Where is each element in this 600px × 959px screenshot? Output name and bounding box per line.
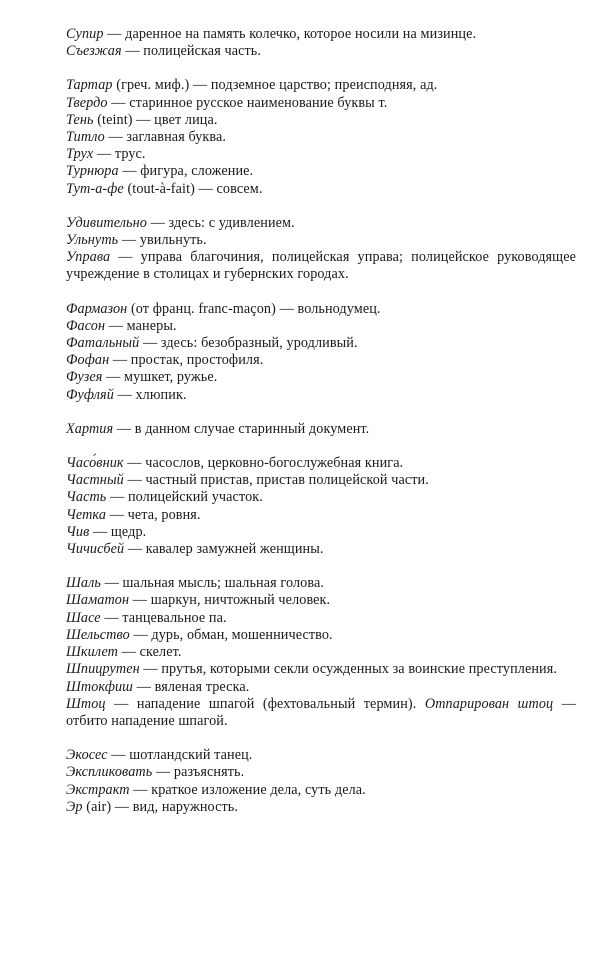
- group-spacer: [66, 730, 576, 747]
- entry-term: Тут-а-фе: [66, 180, 124, 197]
- glossary-entry: [66, 679, 576, 696]
- entry-definition: — часослов, церковно-богослужебная книга.: [123, 455, 404, 472]
- entry-term: Часо́вник: [66, 455, 124, 472]
- glossary-group-e: [66, 747, 576, 816]
- glossary-entry: [66, 335, 576, 352]
- entry-term: Супир: [66, 26, 104, 42]
- entry-term: Чичисбей: [66, 541, 125, 558]
- glossary-entry: [66, 352, 576, 369]
- entry-term: Тень: [66, 111, 94, 128]
- entry-definition: — шальная мысль; шальная голова.: [100, 575, 324, 592]
- entry-definition: (air) — вид, наружность.: [82, 798, 238, 815]
- glossary-entry: [66, 592, 576, 609]
- glossary-entry: [66, 387, 576, 404]
- entry-definition: — танцевальное па.: [100, 609, 227, 626]
- entry-definition: — полицейский участок.: [106, 489, 263, 506]
- glossary-entry: [66, 26, 576, 43]
- glossary-entry: [66, 95, 576, 112]
- glossary-entry: [66, 696, 576, 730]
- glossary-entry: [66, 43, 576, 60]
- glossary-entry: [66, 301, 576, 318]
- glossary-entry: [66, 541, 576, 558]
- entry-term: Управа: [66, 249, 111, 266]
- entry-term: Шаматон: [66, 592, 130, 609]
- glossary-group-t: [66, 77, 576, 197]
- entry-definition: — увильнуть.: [118, 232, 207, 249]
- group-spacer: [66, 198, 576, 215]
- glossary-entry: [66, 782, 576, 799]
- entry-term: Шасе: [66, 609, 101, 626]
- entry-term: Четка: [66, 506, 107, 523]
- glossary-entry: [66, 112, 576, 129]
- glossary-entry: [66, 610, 576, 627]
- glossary-entry: [66, 661, 576, 678]
- glossary-group-u: [66, 215, 576, 284]
- glossary-group-f: [66, 301, 576, 404]
- group-spacer: [66, 284, 576, 301]
- entry-definition: — чета, ровня.: [106, 506, 201, 523]
- glossary-entry: [66, 163, 576, 180]
- entry-definition: — скелет.: [118, 644, 182, 661]
- group-spacer: [66, 404, 576, 421]
- entry-term: Трух: [66, 146, 94, 163]
- entry-term: Фатальный: [66, 335, 140, 352]
- entry-definition: (греч. миф.) — подземное царство; преисподняя, ад.: [112, 77, 438, 94]
- group-spacer: [66, 60, 576, 77]
- glossary-entry: [66, 181, 576, 198]
- glossary-entry: [66, 249, 576, 283]
- glossary-group-kh: [66, 421, 576, 438]
- entry-definition: — прутья, которыми секли осужденных за воинские преступления.: [139, 661, 557, 678]
- entry-definition: — простак, простофиля.: [109, 352, 264, 369]
- entry-definition: — здесь: безобразный, уродливый.: [139, 335, 358, 352]
- entry-definition: — здесь: с удивлением.: [146, 214, 295, 231]
- entry-term: Шельство: [66, 626, 130, 643]
- entry-term: Эр: [66, 798, 83, 815]
- glossary-entry: [66, 489, 576, 506]
- entry-term: Часть: [66, 489, 107, 506]
- glossary-entry: [66, 644, 576, 661]
- entry-term: Шпицрутен: [66, 661, 140, 678]
- entry-definition: — мушкет, ружье.: [102, 369, 218, 386]
- entry-definition: — вяленая треска.: [133, 678, 250, 695]
- glossary-entry: [66, 318, 576, 335]
- glossary-entry: [66, 215, 576, 232]
- entry-term: Фузея: [66, 369, 103, 386]
- glossary-entry: [66, 455, 576, 472]
- entry-definition: — краткое изложение дела, суть дела.: [129, 781, 366, 798]
- entry-definition: — заглавная буква.: [104, 129, 227, 146]
- glossary-entry: [66, 524, 576, 541]
- glossary-entry: [66, 747, 576, 764]
- entry-term: Экспликовать: [66, 764, 153, 781]
- entry-definition: (от франц. franc-maçon) — вольнодумец.: [127, 300, 381, 317]
- entry-definition: — управа благочиния, полицейская управа; полицейское руководящее учреждение в столицах и губернских городах.: [66, 249, 576, 283]
- entry-definition: (tout-à-fait) — совсем.: [123, 180, 263, 197]
- entry-term: Фасон: [66, 317, 106, 334]
- entry-term: Ульнуть: [66, 232, 119, 249]
- entry-term: Съезжая: [66, 43, 122, 60]
- entry-term: Титло: [66, 129, 105, 146]
- group-spacer: [66, 558, 576, 575]
- entry-definition: — манеры.: [105, 317, 177, 334]
- glossary-entry: [66, 129, 576, 146]
- glossary-group-s: [66, 26, 576, 60]
- entry-definition: — хлюпик.: [113, 386, 187, 403]
- glossary-page: [66, 26, 576, 816]
- entry-definition: — щедр.: [89, 523, 147, 540]
- entry-term: Турнюра: [66, 163, 119, 180]
- entry-definition: — полицейская часть.: [121, 43, 262, 60]
- entry-term: Тартар: [66, 77, 113, 94]
- entry-term: Штокфиш: [66, 678, 133, 695]
- entry-definition: — нападение шпагой (фехтовальный термин).: [105, 695, 425, 712]
- glossary-entry: [66, 627, 576, 644]
- entry-definition: (teint) — цвет лица.: [93, 111, 218, 128]
- entry-term: Удивительно: [66, 214, 147, 231]
- glossary-entry: [66, 369, 576, 386]
- glossary-group-sh: [66, 575, 576, 730]
- entry-definition: — дурь, обман, мошенничество.: [129, 626, 333, 643]
- glossary-entry: [66, 421, 576, 438]
- entry-term: Штоц: [66, 695, 106, 712]
- entry-term: Частный: [66, 472, 124, 489]
- entry-definition: — старинное русское наименование буквы т.: [107, 94, 388, 111]
- entry-definition: — разъяснять.: [152, 764, 245, 781]
- entry-definition: — шаркун, ничтожный человек.: [129, 592, 331, 609]
- glossary-entry: [66, 77, 576, 94]
- entry-term: Шкилет: [66, 644, 119, 661]
- entry-term: Хартия: [66, 420, 114, 437]
- entry-term: Экстракт: [66, 781, 130, 798]
- entry-term: Фуфляй: [66, 386, 114, 403]
- entry-subterm: Отпарирован штоц: [424, 695, 554, 712]
- group-spacer: [66, 438, 576, 455]
- glossary-entry: [66, 472, 576, 489]
- entry-term: Фармазон: [66, 300, 128, 317]
- glossary-entry: [66, 507, 576, 524]
- entry-term: Чив: [66, 523, 90, 540]
- entry-definition: — шотландский танец.: [107, 747, 253, 764]
- glossary-entry: [66, 232, 576, 249]
- entry-subdefinition: — отбито нападение шпагой.: [66, 695, 576, 729]
- glossary-entry: [66, 146, 576, 163]
- entry-term: Шаль: [66, 575, 101, 592]
- glossary-entry: [66, 575, 576, 592]
- entry-definition: — трус.: [93, 146, 146, 163]
- entry-definition: — в данном случае старинный документ.: [113, 420, 370, 437]
- glossary-entry: [66, 764, 576, 781]
- entry-term: Твердо: [66, 94, 108, 111]
- entry-definition: — кавалер замужней женщины.: [124, 541, 324, 558]
- entry-term: Фофан: [66, 352, 110, 369]
- entry-definition: — даренное на память колечко, которое носили на мизинце.: [103, 26, 477, 42]
- entry-term: Экосес: [66, 747, 108, 764]
- entry-definition: — частный пристав, пристав полицейской части.: [123, 472, 429, 489]
- glossary-group-ch: [66, 455, 576, 558]
- glossary-entry: [66, 799, 576, 816]
- entry-definition: — фигура, сложение.: [118, 163, 254, 180]
